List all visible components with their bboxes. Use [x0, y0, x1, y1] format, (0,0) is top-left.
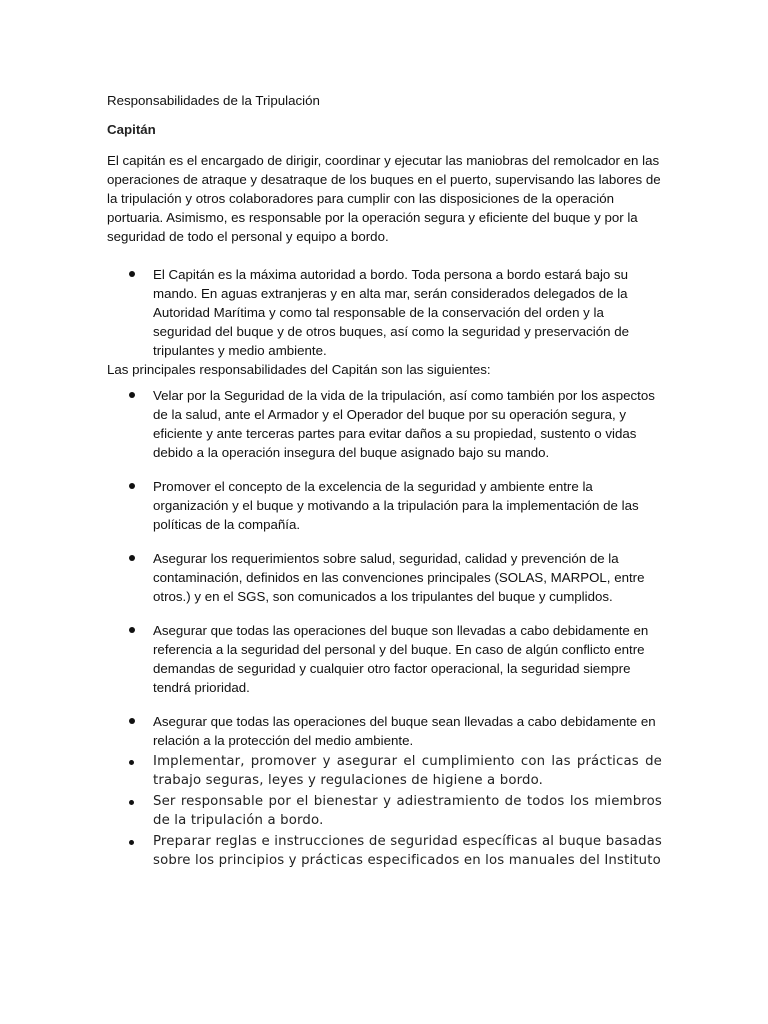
- bullet-icon: [129, 718, 135, 724]
- list-item: [107, 752, 662, 790]
- bullet-icon: [129, 555, 135, 561]
- list-item-text: Ser responsable por el bienestar y adiestramiento de todos los miembros de la tripulación a bordo.: [153, 794, 662, 828]
- list-item: [107, 621, 662, 697]
- document-title: Responsabilidades de la Tripulación: [107, 93, 320, 108]
- list-item: [107, 549, 662, 606]
- list-item: [107, 712, 662, 750]
- list-item-text: Asegurar que todas las operaciones del buque son llevadas a cabo debidamente en referencia a la seguridad del personal y del buque. En caso de algún conflicto entre demandas de seguridad y cualquier otro factor operacional, la seguridad siempre tendrá prioridad.: [153, 623, 649, 695]
- list-item: [107, 386, 662, 462]
- list-item-text: Asegurar que todas las operaciones del buque sean llevadas a cabo debidamente en relación a la protección del medio ambiente.: [153, 714, 656, 748]
- additional-responsibilities-list: [107, 752, 662, 870]
- list-item-text: Implementar, promover y asegurar el cumplimiento con las prácticas de trabajo seguras, leyes y regulaciones de higiene a bordo.: [153, 754, 662, 788]
- list-item-text: El Capitán es la máxima autoridad a bordo. Toda persona a bordo estará bajo su mando. En aguas extranjeras y en alta mar, serán considerados delegados de la Autoridad Marítima y como tal responsable de la conservación del orden y la seguridad del buque y de otros buques, así como la seguridad y preservación de tripulantes y medio ambiente.: [153, 267, 630, 358]
- document-page: [107, 92, 662, 872]
- responsibilities-list: [107, 386, 662, 750]
- list-item-text: Asegurar los requerimientos sobre salud, seguridad, calidad y prevención de la contaminación, definidos en las convenciones principales (SOLAS, MARPOL, entre otros.) y en el SGS, son comunicados a los tripulantes del buque y cumplidos.: [153, 551, 645, 604]
- list-item: [107, 265, 662, 360]
- bullet-icon: [129, 800, 134, 805]
- bullet-icon: [129, 392, 135, 398]
- list-item: [107, 792, 662, 830]
- list-item-text: Velar por la Seguridad de la vida de la tripulación, así como también por los aspectos de la salud, ante el Armador y el Operador del buque por su operación segura, y eficiente y ante terceras partes para evitar daños a su propiedad, sustento o vidas debido a la operación insegura del buque asignado bajo su mando.: [153, 388, 655, 460]
- bullet-icon: [129, 760, 134, 765]
- bullet-icon: [129, 627, 135, 633]
- list-item-text: Promover el concepto de la excelencia de la seguridad y ambiente entre la organización y el buque y motivando a la tripulación para la implementación de las políticas de la compañía.: [153, 479, 639, 532]
- bullet-icon: [129, 483, 135, 489]
- list-item: [107, 832, 662, 870]
- intro-paragraph: El capitán es el encargado de dirigir, coordinar y ejecutar las maniobras del remolcador en las operaciones de atraque y desatraque de los buques en el puerto, supervisando las labores de la tripulación y otros colaboradores para cumplir con las disposiciones de la operación portuaria. Asimismo, es responsable por la operación segura y eficiente del buque y por la seguridad de todo el personal y equipo a bordo.: [107, 153, 661, 244]
- authority-list: [107, 265, 662, 360]
- bullet-icon: [129, 271, 135, 277]
- section-heading-capitan: Capitán: [107, 122, 156, 137]
- list-item: [107, 477, 662, 534]
- list-item-text: Preparar reglas e instrucciones de seguridad específicas al buque basadas sobre los principios y prácticas especificados en los manuales del Instituto: [153, 834, 662, 868]
- responsibilities-intro: Las principales responsabilidades del Capitán son las siguientes:: [107, 362, 491, 377]
- bullet-icon: [129, 840, 134, 845]
